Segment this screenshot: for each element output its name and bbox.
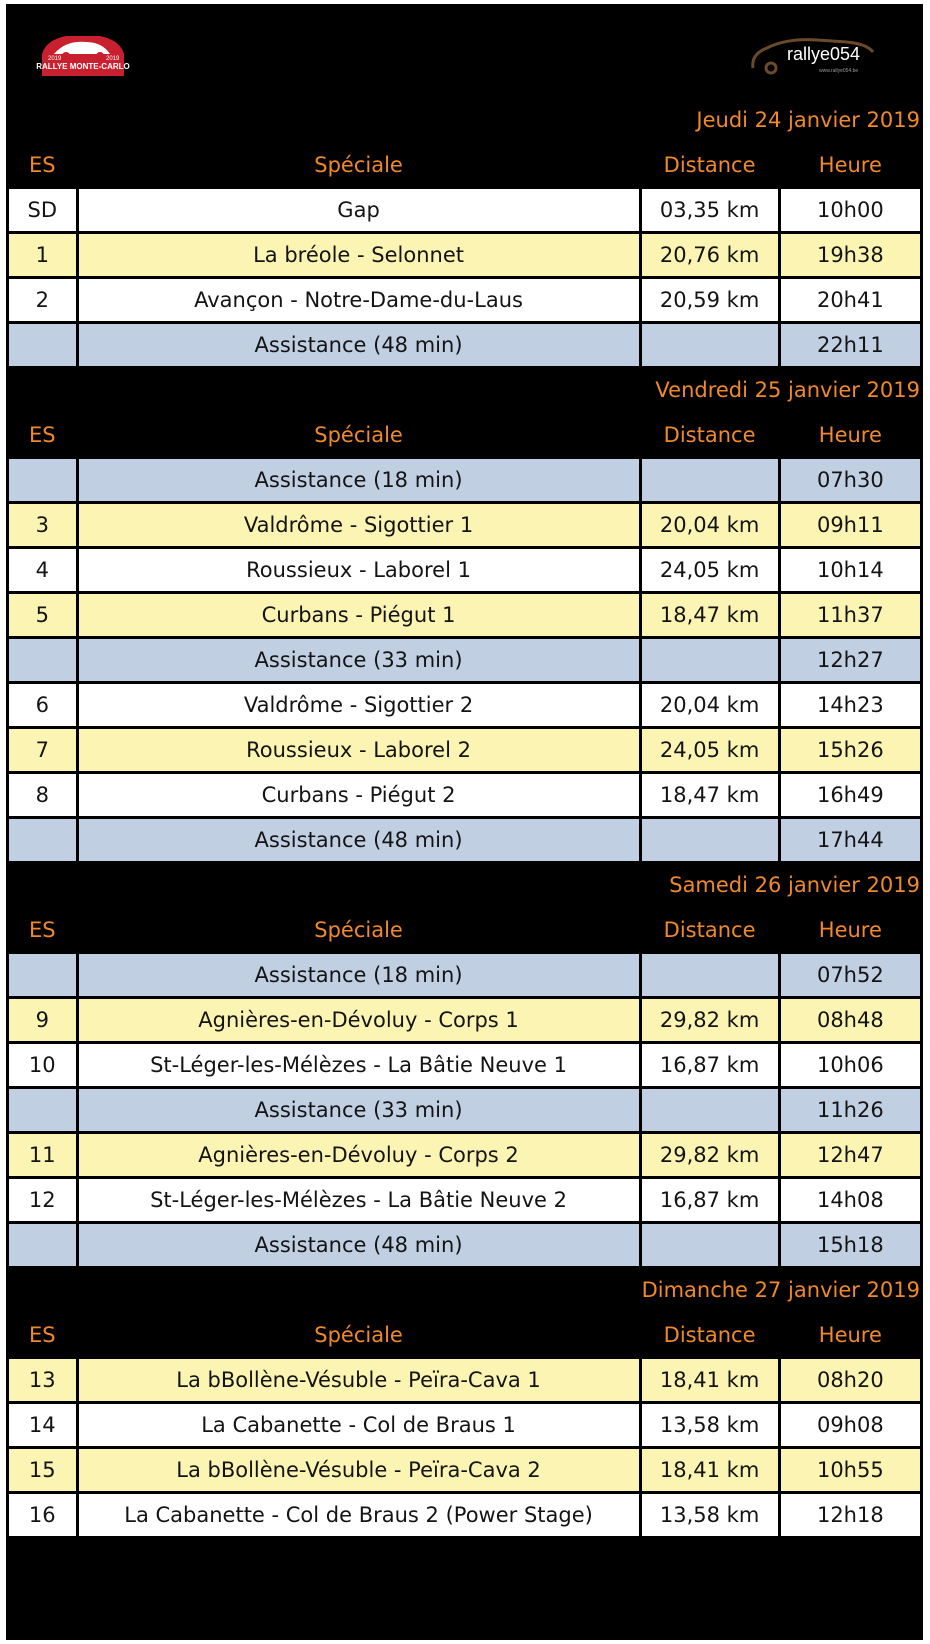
cell-es: 2 [9,279,76,321]
cell-es: 7 [9,729,76,771]
day-title: Vendredi 25 janvier 2019 [9,369,920,411]
stage-row [9,1044,920,1086]
cell-es: 5 [9,594,76,636]
stage-row [9,819,920,861]
cell-heure: 17h44 [781,819,920,861]
cell-distance: 20,76 km [642,234,778,276]
cell-es: 8 [9,774,76,816]
cell-es [9,459,76,501]
cell-distance: 18,47 km [642,774,778,816]
column-header-heure: Heure [781,144,920,186]
stage-row [9,954,920,996]
cell-distance: 18,41 km [642,1449,778,1491]
cell-distance: 24,05 km [642,729,778,771]
cell-heure: 09h08 [781,1404,920,1446]
stage-row [9,594,920,636]
column-header-heure: Heure [781,414,920,456]
cell-es: 1 [9,234,76,276]
cell-distance: 13,58 km [642,1404,778,1446]
cell-distance [642,954,778,996]
cell-es: 12 [9,1179,76,1221]
stage-row [9,729,920,771]
cell-es: 9 [9,999,76,1041]
column-header-es: ES [9,909,76,951]
cell-es: 3 [9,504,76,546]
cell-es: 4 [9,549,76,591]
cell-distance: 18,41 km [642,1359,778,1401]
cell-speciale: St-Léger-les-Mélèzes - La Bâtie Neuve 2 [79,1179,639,1221]
svg-text:2019: 2019 [48,56,62,62]
stage-row [9,459,920,501]
cell-distance [642,819,778,861]
rallye054-logo [747,30,887,76]
cell-speciale: Avançon - Notre-Dame-du-Laus [79,279,639,321]
column-header-speciale: Spéciale [79,1314,639,1356]
cell-heure: 07h30 [781,459,920,501]
cell-heure: 10h06 [781,1044,920,1086]
cell-distance: 16,87 km [642,1179,778,1221]
schedule-table [6,96,923,1539]
day-title-row [9,864,920,906]
header [6,4,923,109]
svg-text:www.rallye054.be: www.rallye054.be [819,68,859,74]
stage-row [9,549,920,591]
cell-heure: 22h11 [781,324,920,366]
stage-row [9,1089,920,1131]
cell-distance: 20,04 km [642,684,778,726]
stage-row [9,1134,920,1176]
cell-heure: 12h18 [781,1494,920,1536]
cell-speciale: Curbans - Piégut 2 [79,774,639,816]
cell-heure: 10h14 [781,549,920,591]
cell-speciale: La Cabanette - Col de Braus 2 (Power Stage) [79,1494,639,1536]
cell-speciale: Curbans - Piégut 1 [79,594,639,636]
column-header-heure: Heure [781,909,920,951]
cell-heure: 08h20 [781,1359,920,1401]
column-header-row [9,414,920,456]
cell-speciale: Roussieux - Laborel 2 [79,729,639,771]
cell-heure: 12h47 [781,1134,920,1176]
cell-speciale: Agnières-en-Dévoluy - Corps 2 [79,1134,639,1176]
day-title: Dimanche 27 janvier 2019 [9,1269,920,1311]
cell-es: 15 [9,1449,76,1491]
day-title: Samedi 26 janvier 2019 [9,864,920,906]
cell-distance: 13,58 km [642,1494,778,1536]
column-header-distance: Distance [642,414,778,456]
svg-text:rallye054: rallye054 [787,44,861,64]
cell-speciale: Valdrôme - Sigottier 1 [79,504,639,546]
cell-distance [642,639,778,681]
cell-speciale: La Cabanette - Col de Braus 1 [79,1404,639,1446]
cell-heure: 11h37 [781,594,920,636]
column-header-row [9,909,920,951]
cell-es: 10 [9,1044,76,1086]
stage-row [9,639,920,681]
cell-heure: 12h27 [781,639,920,681]
stage-row [9,1359,920,1401]
column-header-es: ES [9,1314,76,1356]
cell-heure: 08h48 [781,999,920,1041]
stage-row [9,999,920,1041]
rallye-monte-carlo-logo [36,26,130,82]
cell-distance: 29,82 km [642,999,778,1041]
column-header-row [9,1314,920,1356]
stage-row [9,1404,920,1446]
cell-es: 16 [9,1494,76,1536]
cell-speciale: La bBollène-Vésuble - Peïra-Cava 1 [79,1359,639,1401]
stage-row [9,324,920,366]
cell-es [9,819,76,861]
cell-distance [642,324,778,366]
stage-row [9,1494,920,1536]
column-header-speciale: Spéciale [79,144,639,186]
cell-distance [642,459,778,501]
svg-text:RALLYE MONTE-CARLO: RALLYE MONTE-CARLO [36,62,130,71]
cell-es [9,1224,76,1266]
cell-speciale: Assistance (48 min) [79,1224,639,1266]
column-header-distance: Distance [642,144,778,186]
svg-text:2019: 2019 [106,56,120,62]
cell-speciale: Agnières-en-Dévoluy - Corps 1 [79,999,639,1041]
stage-row [9,189,920,231]
stage-row [9,504,920,546]
column-header-distance: Distance [642,1314,778,1356]
cell-es: 6 [9,684,76,726]
cell-speciale: La bBollène-Vésuble - Peïra-Cava 2 [79,1449,639,1491]
cell-heure: 19h38 [781,234,920,276]
column-header-speciale: Spéciale [79,414,639,456]
day-title: Jeudi 24 janvier 2019 [9,99,920,141]
cell-speciale: Assistance (48 min) [79,819,639,861]
schedule-sheet [6,4,923,1640]
cell-heure: 11h26 [781,1089,920,1131]
cell-distance: 20,59 km [642,279,778,321]
cell-speciale: Assistance (18 min) [79,459,639,501]
day-title-row [9,99,920,141]
cell-es [9,954,76,996]
cell-heure: 14h08 [781,1179,920,1221]
cell-speciale: Assistance (33 min) [79,639,639,681]
cell-es: 13 [9,1359,76,1401]
cell-distance [642,1089,778,1131]
cell-heure: 09h11 [781,504,920,546]
cell-speciale: Assistance (18 min) [79,954,639,996]
cell-distance: 18,47 km [642,594,778,636]
cell-es: SD [9,189,76,231]
cell-heure: 14h23 [781,684,920,726]
cell-speciale: Roussieux - Laborel 1 [79,549,639,591]
cell-speciale: Assistance (33 min) [79,1089,639,1131]
cell-speciale: Gap [79,189,639,231]
column-header-speciale: Spéciale [79,909,639,951]
cell-heure: 10h00 [781,189,920,231]
cell-distance: 20,04 km [642,504,778,546]
column-header-heure: Heure [781,1314,920,1356]
cell-distance: 29,82 km [642,1134,778,1176]
day-title-row [9,1269,920,1311]
column-header-es: ES [9,414,76,456]
cell-distance: 24,05 km [642,549,778,591]
cell-es [9,1089,76,1131]
cell-es: 14 [9,1404,76,1446]
cell-heure: 20h41 [781,279,920,321]
cell-heure: 16h49 [781,774,920,816]
cell-es [9,639,76,681]
column-header-distance: Distance [642,909,778,951]
cell-distance: 16,87 km [642,1044,778,1086]
stage-row [9,774,920,816]
cell-speciale: St-Léger-les-Mélèzes - La Bâtie Neuve 1 [79,1044,639,1086]
cell-es: 11 [9,1134,76,1176]
column-header-es: ES [9,144,76,186]
stage-row [9,1449,920,1491]
cell-speciale: La bréole - Selonnet [79,234,639,276]
cell-heure: 10h55 [781,1449,920,1491]
cell-speciale: Valdrôme - Sigottier 2 [79,684,639,726]
stage-row [9,684,920,726]
cell-distance: 03,35 km [642,189,778,231]
stage-row [9,234,920,276]
stage-row [9,1179,920,1221]
cell-heure: 07h52 [781,954,920,996]
cell-heure: 15h26 [781,729,920,771]
stage-row [9,1224,920,1266]
cell-heure: 15h18 [781,1224,920,1266]
cell-es [9,324,76,366]
stage-row [9,279,920,321]
day-title-row [9,369,920,411]
cell-speciale: Assistance (48 min) [79,324,639,366]
column-header-row [9,144,920,186]
cell-distance [642,1224,778,1266]
